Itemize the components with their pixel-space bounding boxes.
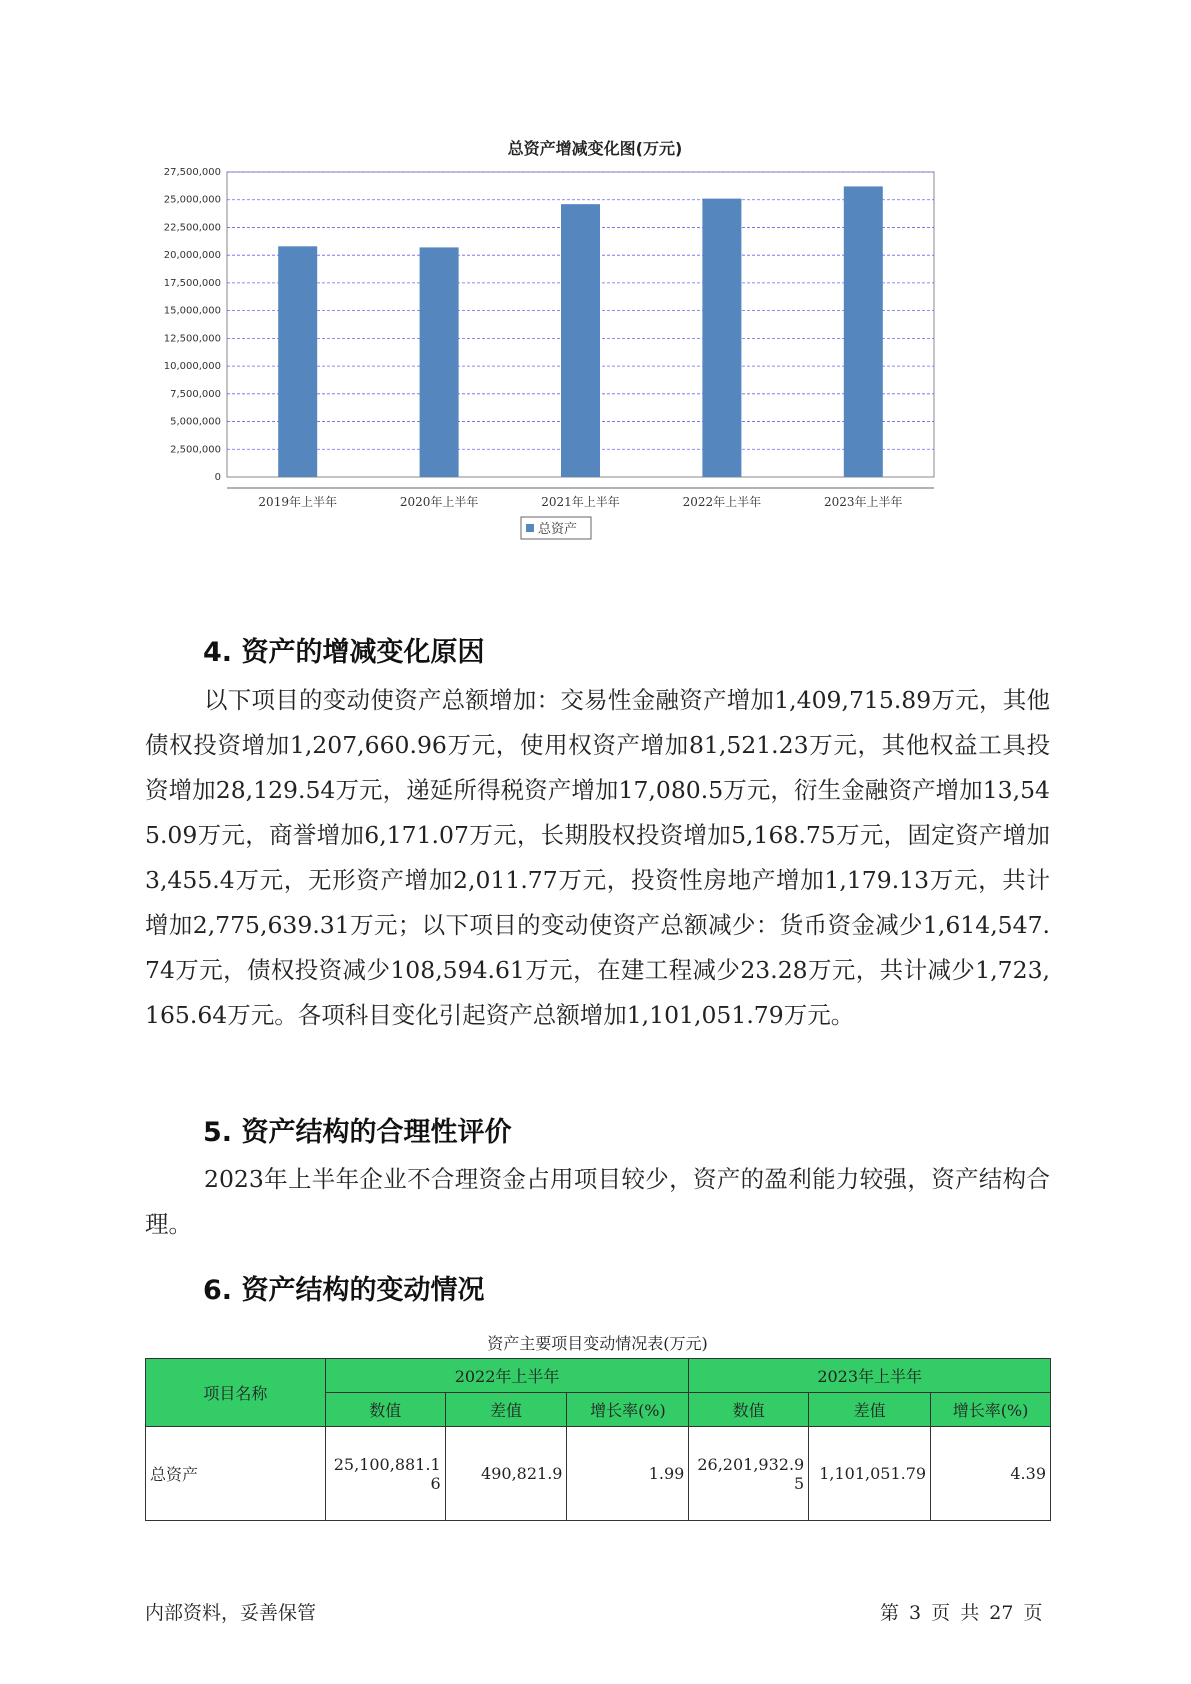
growth-2022: 1.99 — [567, 1427, 689, 1521]
legend-label: 总资产 — [538, 522, 578, 537]
y-tick-label: 27,500,000 — [163, 167, 221, 178]
header-value-2022: 数值 — [325, 1393, 445, 1427]
x-tick-label: 2021年上半年 — [541, 495, 620, 509]
table-caption: 资产主要项目变动情况表(万元) — [487, 1334, 708, 1353]
footer-page-number: 第 3 页 共 27 页 — [880, 1602, 1043, 1624]
header-growth-2023: 增长率(%) — [931, 1393, 1051, 1427]
section-heading-5: 5. 资产结构的合理性评价 — [203, 1117, 512, 1148]
x-tick-label: 2019年上半年 — [258, 495, 337, 509]
y-tick-label: 2,500,000 — [170, 444, 221, 456]
section-heading-6: 6. 资产结构的变动情况 — [203, 1275, 485, 1306]
value-2023: 26,201,932.95 — [689, 1427, 809, 1521]
y-tick-label: 7,500,000 — [170, 388, 221, 400]
footer-confidential-note: 内部资料，妥善保管 — [145, 1602, 317, 1624]
total-assets-chart — [160, 136, 1030, 596]
diff-2023: 1,101,051.79 — [809, 1427, 931, 1521]
plot-area — [164, 167, 934, 539]
y-tick-label: 17,500,000 — [163, 277, 221, 289]
legend-swatch — [526, 524, 534, 532]
chart-title: 总资产增减变化图(万元) — [507, 139, 683, 158]
header-growth-2022: 增长率(%) — [567, 1393, 689, 1427]
growth-2023: 4.39 — [931, 1427, 1051, 1521]
diff-2022: 490,821.9 — [445, 1427, 567, 1521]
header-period-2022: 2022年上半年 — [325, 1359, 689, 1393]
section-4-paragraph: 以下项目的变动使资产总额增加：交易性金融资产增加1,409,715.89万元，其他债权投资增加1,207,660.96万元，使用权资产增加81,521.23万元，其他权益工具投资增加28,129.54万元，递延所得税资产增加17,080.5万元，衍生金融资产增加13,545.09万元，商誉增加6,171.07万元，长期股权投资增加5,168.75万元，固定资产增加3,455.4万元，无形资产增加2,011.77万元，投资性房地产增加1,179.13万元，共计增加2,775,639.31万元；以下项目的变动使资产总额减少：货币资金减少1,614,547.74万元，债权投资减少108,594.61万元，在建工程减少23.28万元，共计减少1,723,165.64万元。各项科目变化引起资产总额增加1,101,051.79万元。 — [145, 686, 1050, 1029]
header-period-2023: 2023年上半年 — [689, 1359, 1051, 1393]
header-item-name: 项目名称 — [146, 1359, 326, 1427]
y-tick-label: 15,000,000 — [163, 305, 221, 317]
section-5-paragraph: 2023年上半年企业不合理资金占用项目较少，资产的盈利能力较强，资产结构合理。 — [145, 1165, 1050, 1238]
table-row — [146, 1427, 1051, 1521]
bar — [844, 186, 883, 477]
x-tick-label: 2020年上半年 — [399, 495, 479, 509]
y-tick-label: 20,000,000 — [163, 250, 221, 262]
y-tick-label: 5,000,000 — [170, 416, 221, 428]
bar — [702, 199, 741, 477]
header-value-2023: 数值 — [689, 1393, 809, 1427]
y-tick-label: 25,000,000 — [163, 194, 221, 206]
y-tick-label: 10,000,000 — [163, 361, 221, 373]
x-tick-label: 2022年上半年 — [682, 495, 762, 509]
section-heading-4: 4. 资产的增减变化原因 — [203, 637, 485, 668]
y-tick-label: 22,500,000 — [163, 222, 221, 234]
bar — [278, 246, 317, 477]
y-tick-label: 0 — [214, 472, 221, 483]
y-tick-label: 12,500,000 — [163, 333, 221, 345]
header-diff-2022: 差值 — [445, 1393, 567, 1427]
bar — [420, 247, 459, 477]
row-name: 总资产 — [146, 1427, 326, 1521]
x-tick-label: 2023年上半年 — [824, 495, 903, 509]
asset-change-table — [145, 1358, 1051, 1521]
bar-chart-svg — [160, 166, 1030, 596]
bar — [561, 204, 600, 477]
header-diff-2023: 差值 — [809, 1393, 931, 1427]
value-2022: 25,100,881.16 — [325, 1427, 445, 1521]
